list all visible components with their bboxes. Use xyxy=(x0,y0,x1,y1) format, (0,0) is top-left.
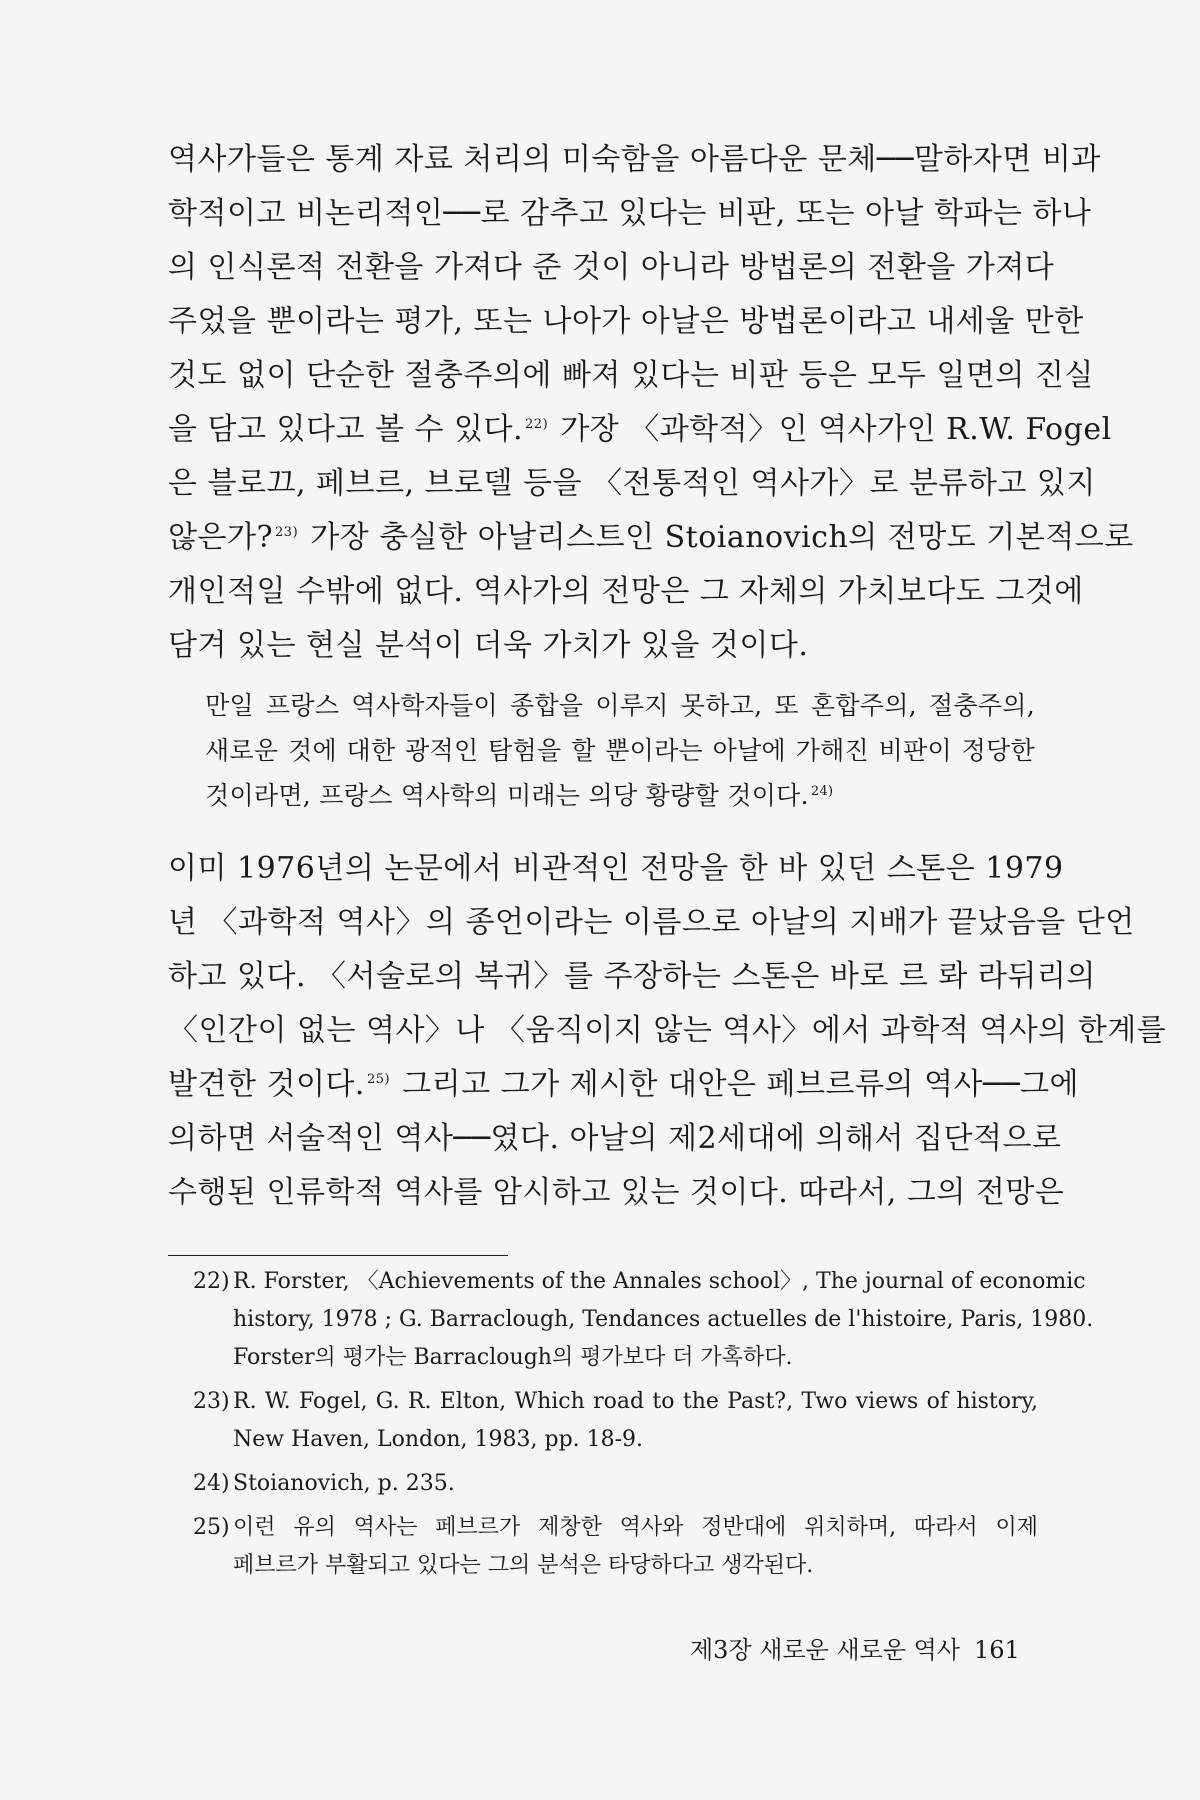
text-line: 개인적일 수밖에 없다. 역사가의 전망은 그 자체의 가치보다도 그것에 xyxy=(168,574,1084,609)
footnote-24 xyxy=(193,1465,1038,1503)
text-line: 주었을 뿐이라는 평가, 또는 나아가 아날은 방법론이라고 내세울 만한 xyxy=(168,304,1084,339)
text-segment: 가장 충실한 아날리스트인 Stoianovich의 전망도 기본적으로 xyxy=(300,520,1134,555)
footnote-reference[interactable]: 22) xyxy=(525,417,549,432)
footnote-22 xyxy=(193,1263,1094,1377)
text-segment: 않은가? xyxy=(168,520,274,555)
footnote-number: 22) xyxy=(193,1269,230,1294)
footnote-25 xyxy=(193,1509,1038,1585)
text-segment: 것이라면, 프랑스 역사학의 미래는 의당 황량할 것이다. xyxy=(205,781,809,810)
body-paragraph-2 xyxy=(168,842,1167,1220)
text-line: 이미 1976년의 논문에서 비관적인 전망을 한 바 있던 스톤은 1979 xyxy=(168,851,1064,886)
text-line: 의하면 서술적인 역사──였다. 아날의 제2세대에 의해서 집단적으로 xyxy=(168,1121,1062,1156)
text-line xyxy=(168,1058,1080,1112)
text-segment: 을 담고 있다고 볼 수 있다. xyxy=(168,412,524,447)
quote-line xyxy=(205,773,1035,818)
footnote-line: R. W. Fogel, G. R. Elton, Which road to the Past?, Two views of history, xyxy=(233,1389,1038,1414)
text-line: 역사가들은 통계 자료 처리의 미숙함을 아름다운 문체──말하자면 비과 xyxy=(168,142,1101,177)
text-line xyxy=(168,511,1134,565)
running-head: 제3장 새로운 새로운 역사 xyxy=(690,1636,960,1664)
footnote-reference[interactable]: 25) xyxy=(366,1072,391,1087)
footnote-divider xyxy=(168,1255,508,1256)
footnote-line: New Haven, London, 1983, pp. 18-9. xyxy=(233,1427,644,1452)
footnote-reference[interactable]: 23) xyxy=(275,525,299,540)
page-number: 161 xyxy=(974,1636,1020,1664)
text-line xyxy=(168,403,1112,457)
footnote-line: R. Forster, 〈Achievements of the Annales school〉, The journal of economic xyxy=(233,1269,1086,1294)
text-line: 학적이고 비논리적인──로 감추고 있다는 비판, 또는 아날 학파는 하나 xyxy=(168,196,1092,231)
footnote-line: 페브르가 부활되고 있다는 그의 분석은 타당하다고 생각된다. xyxy=(233,1553,814,1578)
text-segment: 가장 〈과학적〉인 역사가인 R.W. Fogel xyxy=(550,412,1112,447)
page-footer xyxy=(690,1635,1020,1665)
quote-line: 새로운 것에 대한 광적인 탐험을 할 뿐이라는 아날에 가해진 비판이 정당한 xyxy=(205,736,1035,765)
text-line: 은 블로끄, 페브르, 브로델 등을 〈전통적인 역사가〉로 분류하고 있지 xyxy=(168,466,1096,501)
footnote-line: Stoianovich, p. 235. xyxy=(233,1471,455,1496)
text-line: 수행된 인류학적 역사를 암시하고 있는 것이다. 따라서, 그의 전망은 xyxy=(168,1175,1065,1210)
text-line: 하고 있다. 〈서술로의 복귀〉를 주장하는 스톤은 바로 르 롸 라뒤리의 xyxy=(168,959,1096,994)
text-line: 년 〈과학적 역사〉의 종언이라는 이름으로 아날의 지배가 끝났음을 단언 xyxy=(168,905,1135,940)
text-segment: 발견한 것이다. xyxy=(168,1067,365,1102)
footnotes xyxy=(193,1263,1094,1591)
text-line: 의 인식론적 전환을 가져다 준 것이 아니라 방법론의 전환을 가져다 xyxy=(168,250,1055,285)
footnote-line: Forster의 평가는 Barraclough의 평가보다 더 가혹하다. xyxy=(233,1345,793,1370)
body-paragraph-1 xyxy=(168,133,1134,673)
text-line: 것도 없이 단순한 절충주의에 빠져 있다는 비판 등은 모두 일면의 진실 xyxy=(168,358,1094,393)
footnote-line: 이런 유의 역사는 페브르가 제창한 역사와 정반대에 위치하며, 따라서 이제 xyxy=(233,1515,1038,1540)
footnote-number: 24) xyxy=(193,1471,230,1496)
quote-line: 만일 프랑스 역사학자들이 종합을 이루지 못하고, 또 혼합주의, 절충주의, xyxy=(205,691,1035,720)
text-line: 담겨 있는 현실 분석이 더욱 가치가 있을 것이다. xyxy=(168,628,809,663)
block-quote xyxy=(205,683,1035,818)
footnote-23 xyxy=(193,1383,1038,1459)
footnote-number: 23) xyxy=(193,1389,230,1414)
text-segment: 그리고 그가 제시한 대안은 페브르류의 역사──그에 xyxy=(392,1067,1080,1102)
text-line: 〈인간이 없는 역사〉나 〈움직이지 않는 역사〉에서 과학적 역사의 한계를 xyxy=(168,1013,1167,1048)
footnote-number: 25) xyxy=(193,1515,230,1540)
footnote-reference[interactable]: 24) xyxy=(810,783,834,799)
footnote-line: history, 1978 ; G. Barraclough, Tendances actuelles de l'histoire, Paris, 1980. xyxy=(233,1307,1094,1332)
